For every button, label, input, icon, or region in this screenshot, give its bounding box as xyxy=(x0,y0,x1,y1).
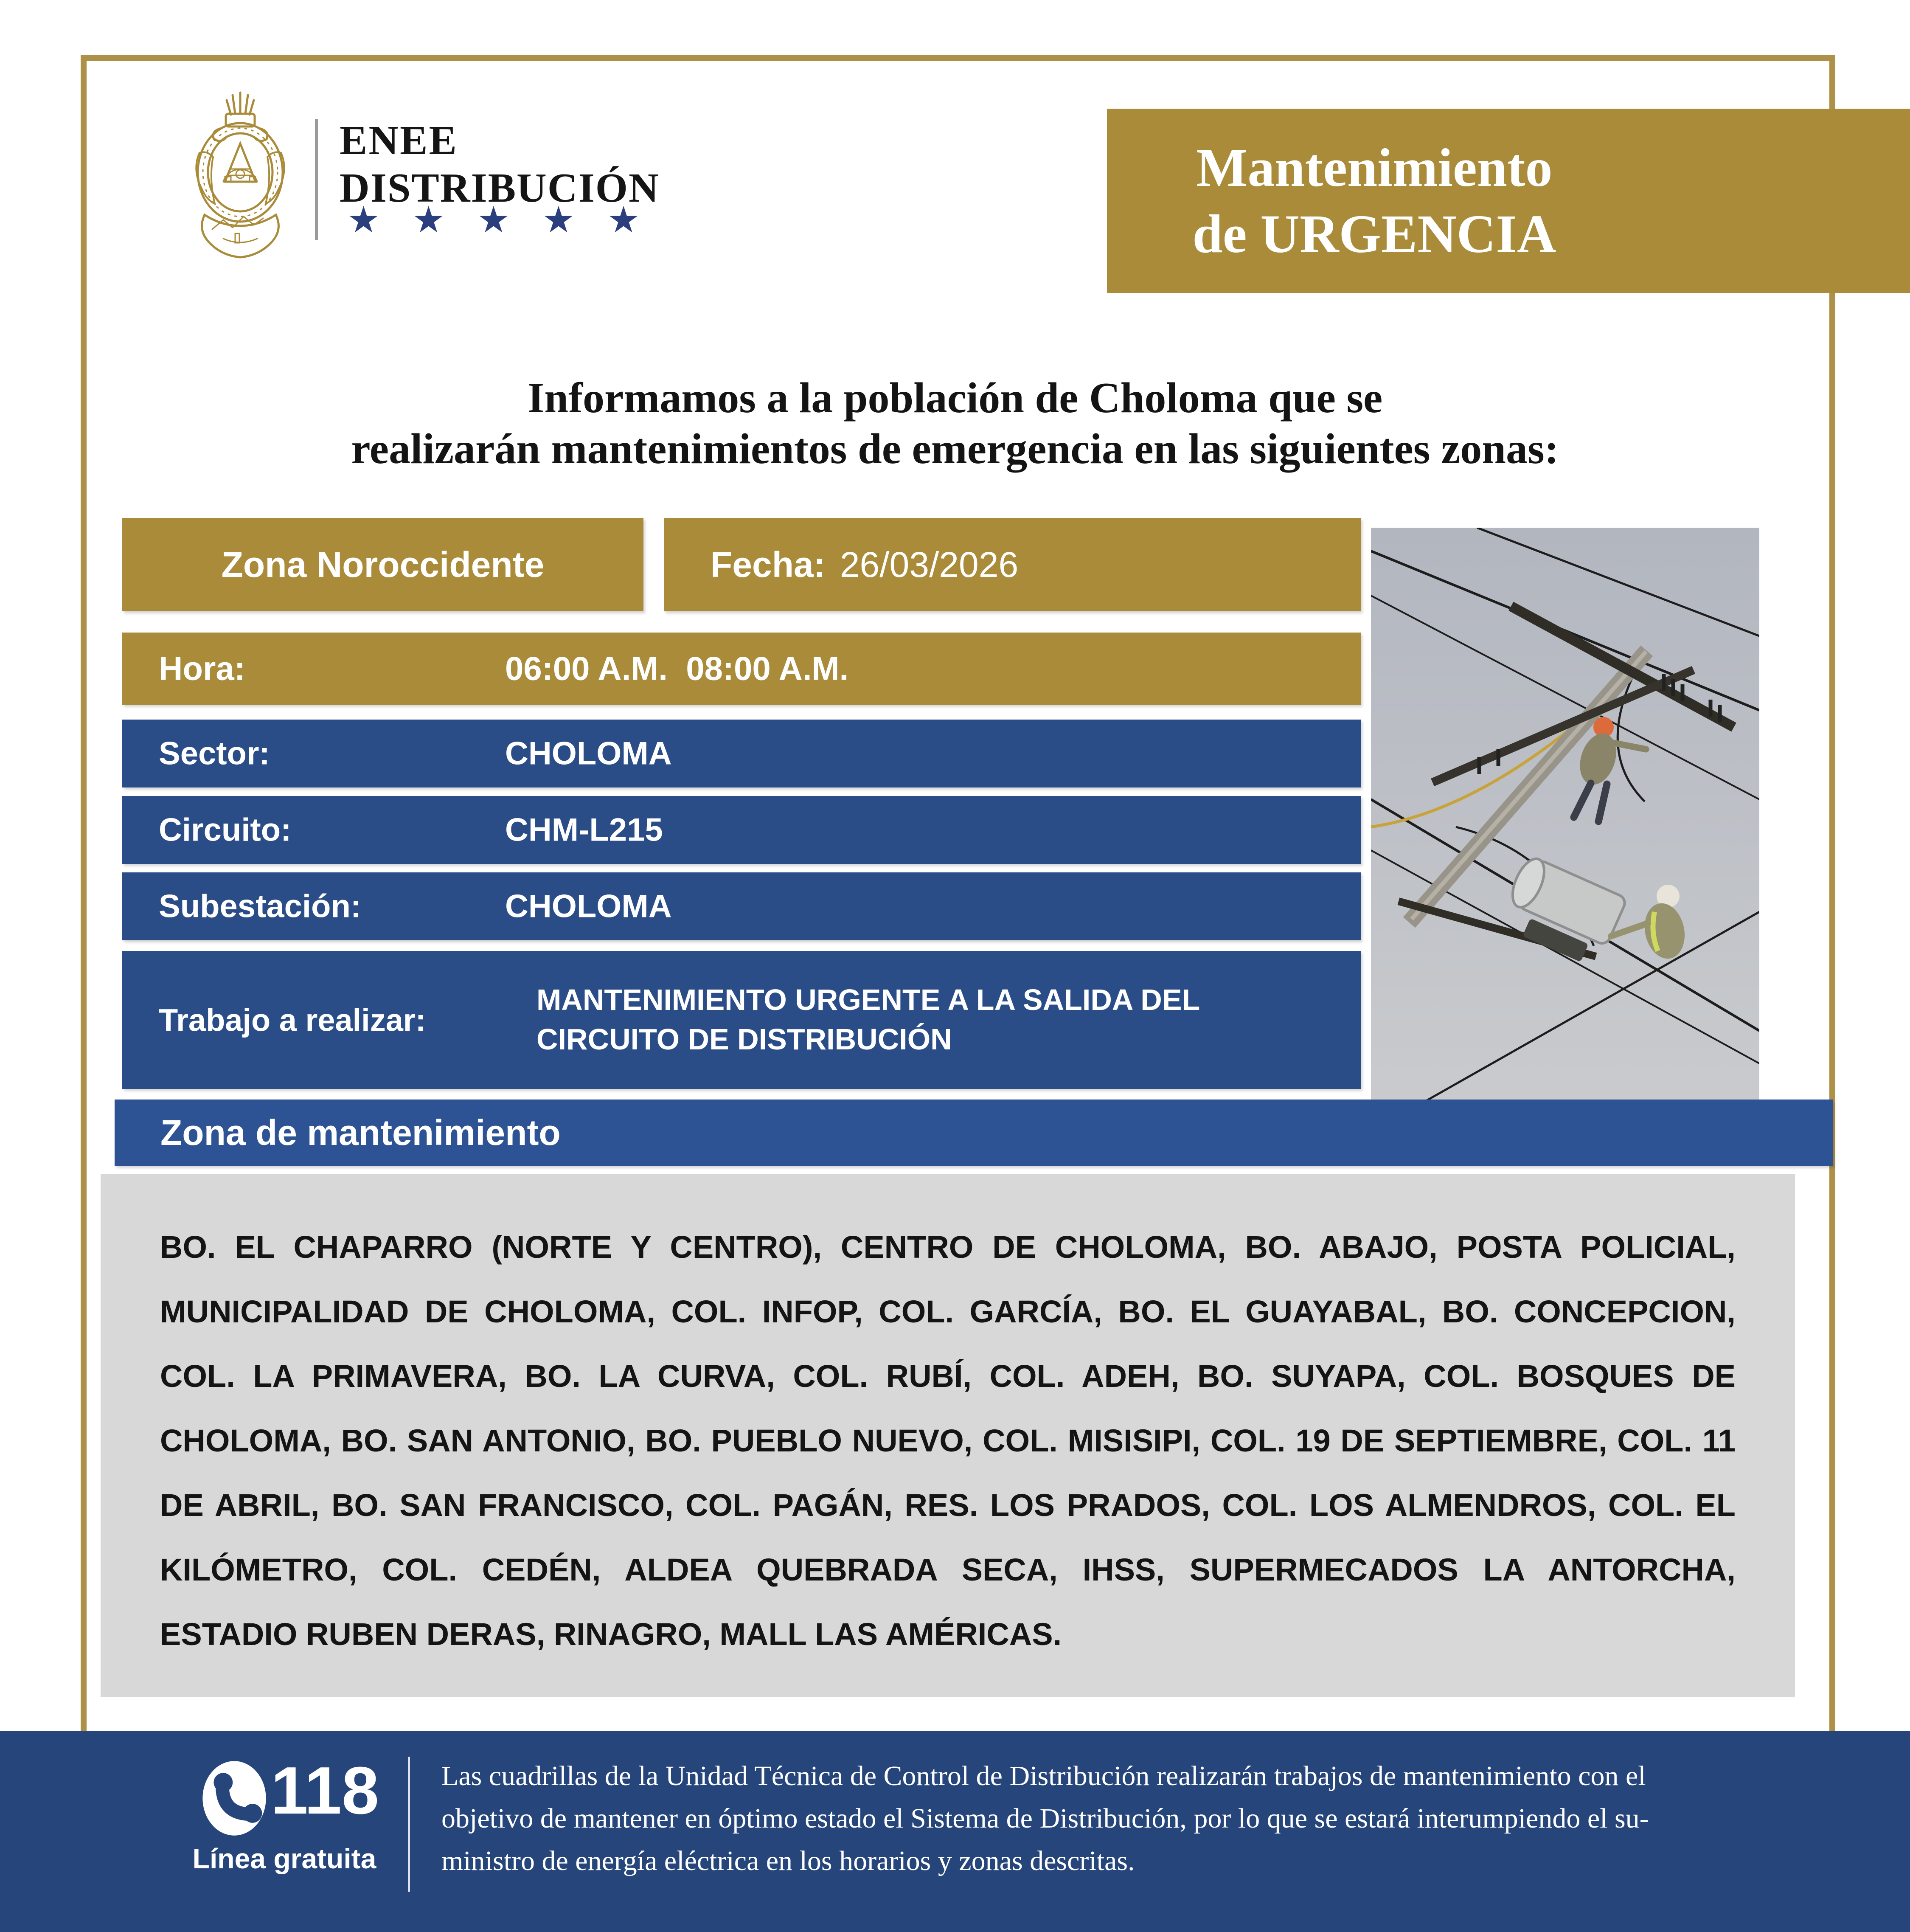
hotline-number: 118 xyxy=(271,1753,379,1828)
star-icon: ★ xyxy=(542,200,575,240)
urgency-banner xyxy=(1107,109,1910,293)
brand-stars xyxy=(347,199,640,241)
honduras-coat-of-arms-icon xyxy=(183,89,298,259)
work-bar xyxy=(122,951,1361,1089)
substation-bar xyxy=(122,872,1361,940)
footer-band xyxy=(0,1731,1910,1932)
zone-badge-label: Zona Noroccidente xyxy=(221,544,545,585)
circuit-value: CHM-L215 xyxy=(505,812,663,848)
zone-badge xyxy=(122,518,643,611)
time-label: Hora: xyxy=(159,650,245,687)
circuit-label: Circuito: xyxy=(159,812,292,848)
footer-divider xyxy=(408,1757,410,1892)
substation-label: Subestación: xyxy=(159,888,362,925)
banner-line2: de URGENCIA xyxy=(1192,204,1556,264)
footer-notice-line2: objetivo de mantener en óptimo estado el Sistema de Distribución, por lo que se estará interumpiendo el su- xyxy=(441,1803,1649,1834)
date-value: 26/03/2026 xyxy=(840,544,1019,585)
date-label: Fecha: xyxy=(711,544,826,585)
page-title-line1: Informamos a la población de Choloma que se xyxy=(527,374,1383,422)
maintenance-zone-title: Zona de mantenimiento xyxy=(160,1112,561,1153)
brand-name-enee: ENEE xyxy=(340,118,458,163)
time-bar xyxy=(122,633,1361,705)
substation-value: CHOLOMA xyxy=(505,888,672,925)
star-icon: ★ xyxy=(412,200,445,240)
brand-wordmark xyxy=(340,120,660,209)
star-icon: ★ xyxy=(347,200,380,240)
page-title xyxy=(106,373,1804,475)
sector-bar xyxy=(122,720,1361,787)
date-badge xyxy=(664,518,1361,611)
circuit-bar xyxy=(122,796,1361,864)
footer-notice-line1: Las cuadrillas de la Unidad Técnica de Control de Distribución realizarán trabajos de mantenimiento con el xyxy=(441,1760,1646,1791)
brand-name-distribucion: DISTRIBUCIÓN xyxy=(340,165,660,211)
hotline-caption: Línea gratuita xyxy=(192,1843,376,1874)
urgency-banner-title xyxy=(1137,135,1612,267)
phone-icon xyxy=(199,1758,270,1838)
page-title-line2: realizarán mantenimientos de emergencia en las siguientes zonas: xyxy=(351,425,1559,473)
maintenance-zone-header xyxy=(115,1100,1833,1166)
maintenance-zone-list: BO. EL CHAPARRO (NORTE Y CENTRO), CENTRO DE CHOLOMA, BO. ABAJO, POSTA POLICIAL, MUNICIPALIDAD DE CHOLOMA, COL. INFOP, COL. GARCÍA, BO. EL GUAYABAL, BO. CONCEPCION, COL. LA PRIMAVERA, BO. LA CURVA, COL. RUBÍ, COL. ADEH, BO. SUYAPA, COL. BOSQUES DE CHOLOMA, BO. SAN ANTONIO, BO. PUEBLO NUEVO, COL. MISISIPI, COL. 19 DE SEPTIEMBRE, COL. 11 DE ABRIL, BO. SAN FRANCISCO, COL. PAGÁN, RES. LOS PRADOS, COL. LOS ALMENDROS, COL. EL KILÓMETRO, COL. CEDÉN, ALDEA QUEBRADA SECA, IHSS, SUPERMECADOS LA ANTORCHA, ESTADIO RUBEN DERAS, RINAGRO, MALL LAS AMÉRICAS. xyxy=(101,1174,1795,1697)
sector-value: CHOLOMA xyxy=(505,735,672,772)
maintenance-photo xyxy=(1371,528,1759,1108)
banner-line1: Mantenimiento xyxy=(1196,137,1553,198)
work-value: MANTENIMIENTO URGENTE A LA SALIDA DEL CIRCUITO DE DISTRIBUCIÓN xyxy=(536,983,1200,1056)
work-label: Trabajo a realizar: xyxy=(159,1002,426,1038)
time-value: 06:00 A.M. 08:00 A.M. xyxy=(505,650,849,687)
sector-label: Sector: xyxy=(159,735,270,772)
star-icon: ★ xyxy=(607,200,640,240)
star-icon: ★ xyxy=(477,200,510,240)
footer-notice xyxy=(441,1755,1885,1882)
logo-divider xyxy=(315,119,318,240)
footer-notice-line3: ministro de energía eléctrica en los horarios y zonas descritas. xyxy=(441,1845,1135,1876)
